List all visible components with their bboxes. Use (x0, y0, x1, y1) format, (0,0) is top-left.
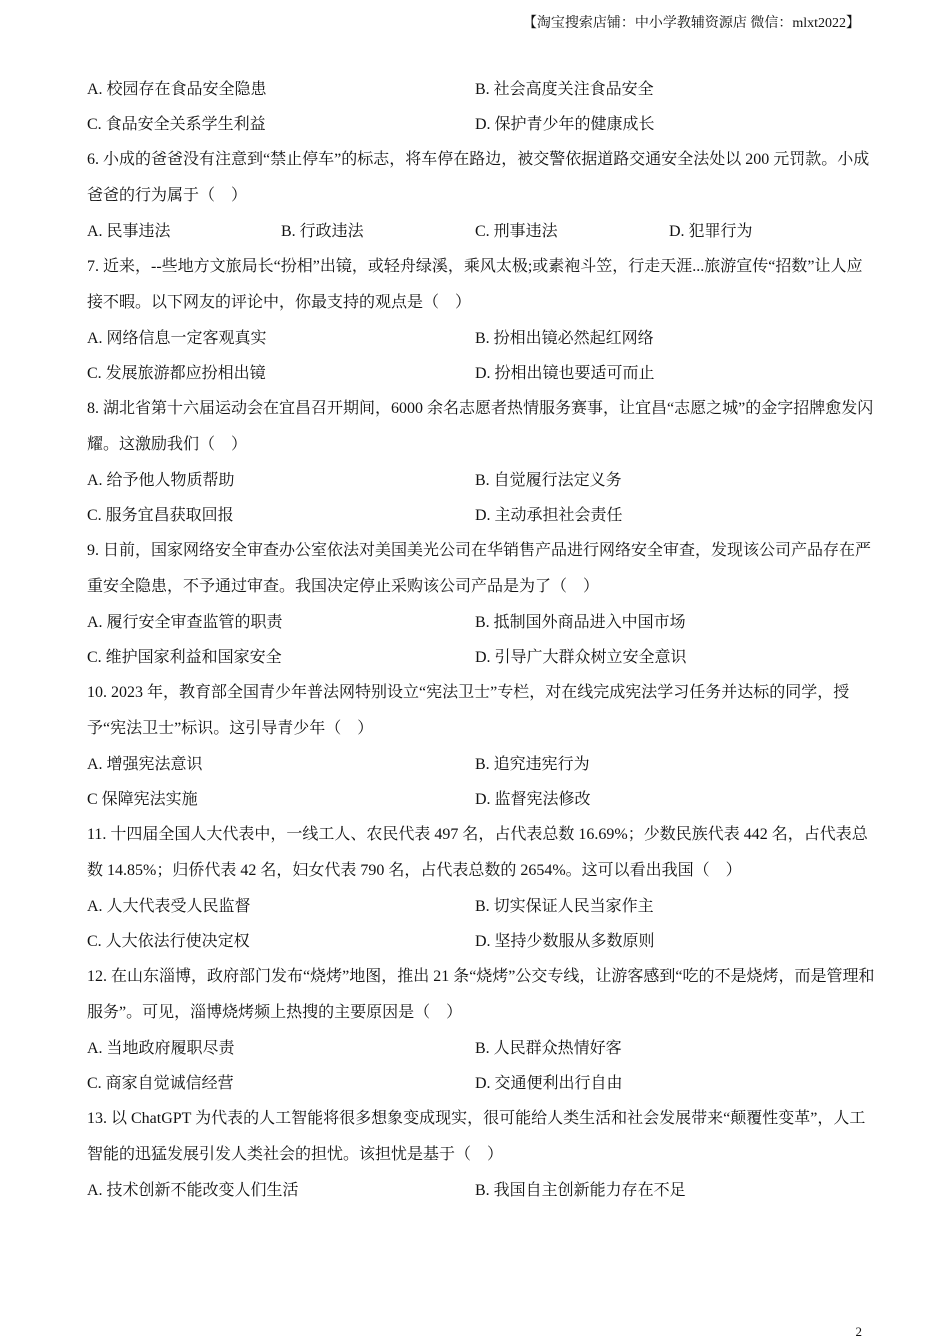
option: C. 商家自觉诚信经营 (87, 1075, 234, 1092)
options-q10 (87, 747, 877, 817)
option: A. 校园存在食品安全隐患 (87, 81, 267, 98)
options-q7 (87, 321, 877, 391)
document-body (87, 72, 877, 1208)
option: A. 给予他人物质帮助 (87, 472, 235, 489)
option: C. 刑事违法 (475, 223, 558, 240)
page-number: 2 (855, 1324, 862, 1339)
question-8: 8. 湖北省第十六届运动会在宜昌召开期间，6000 余名志愿者热情服务赛事，让宜昌“志愿之城”的金字招牌愈发闪耀。这激励我们（ ） (87, 400, 874, 453)
option: B. 行政违法 (281, 223, 364, 240)
question-13: 13. 以 ChatGPT 为代表的人工智能将很多想象变成现实，很可能给人类生活和社会发展带来“颠覆性变革”，人工智能的迅猛发展引发人类社会的担忧。该担忧是基于（ ） (87, 1110, 866, 1163)
question-9: 9. 日前，国家网络安全审查办公室依法对美国美光公司在华销售产品进行网络安全审查，发现该公司产品存在严重安全隐患，不予通过审查。我国决定停止采购该公司产品是为了（ ） (87, 542, 872, 595)
options-q12 (87, 1031, 877, 1101)
option: B. 追究违宪行为 (475, 756, 590, 773)
page-header: 【淘宝搜索店铺：中小学教辅资源店 微信：mlxt2022】 (522, 16, 860, 31)
question-6: 6. 小成的爸爸没有注意到“禁止停车”的标志，将车停在路边，被交警依据道路交通安全法处以 200 元罚款。小成爸爸的行为属于（ ） (87, 151, 870, 204)
option: A. 履行安全审查监管的职责 (87, 614, 283, 631)
option: A. 网络信息一定客观真实 (87, 330, 267, 347)
option: B. 切实保证人民当家作主 (475, 898, 654, 915)
question-11: 11. 十四届全国人大代表中，一线工人、农民代表 497 名，占代表总数 16.69%；少数民族代表 442 名，占代表总数 14.85%；归侨代表 42 名，妇女代表 790 名，占代表总数的 2654%。这可以看出我国（ ） (87, 826, 868, 879)
options-q8 (87, 463, 877, 533)
option: D. 引导广大群众树立安全意识 (475, 649, 687, 666)
option: D. 保护青少年的健康成长 (475, 116, 655, 133)
option: B. 我国自主创新能力存在不足 (475, 1182, 686, 1199)
option: C. 服务宜昌获取回报 (87, 507, 234, 524)
option: A. 当地政府履职尽责 (87, 1040, 235, 1057)
option: D. 主动承担社会责任 (475, 507, 623, 524)
option: B. 抵制国外商品进入中国市场 (475, 614, 686, 631)
option: C. 人大依法行使决定权 (87, 933, 250, 950)
option: C 保障宪法实施 (87, 791, 198, 808)
option: B. 自觉履行法定义务 (475, 472, 622, 489)
option: A. 增强宪法意识 (87, 756, 203, 773)
option: D. 犯罪行为 (669, 223, 753, 240)
option: C. 发展旅游都应扮相出镜 (87, 365, 266, 382)
option: A. 民事违法 (87, 223, 171, 240)
option: D. 监督宪法修改 (475, 791, 591, 808)
options-q9 (87, 605, 877, 675)
question-7: 7. 近来，--些地方文旅局长“扮相”出镜，或轻舟绿溪，乘风太极;或素袍斗笠，行走天涯...旅游宣传“招数”让人应接不暇。以下网友的评论中，你最支持的观点是（ ） (87, 258, 863, 311)
option: D. 坚持少数服从多数原则 (475, 933, 655, 950)
option: B. 扮相出镜必然起红网络 (475, 330, 654, 347)
option: C. 维护国家利益和国家安全 (87, 649, 282, 666)
options-q13 (87, 1173, 877, 1208)
option: A. 人大代表受人民监督 (87, 898, 251, 915)
option: A. 技术创新不能改变人们生活 (87, 1182, 299, 1199)
options-q5 (87, 72, 877, 142)
question-12: 12. 在山东淄博，政府部门发布“烧烤”地图，推出 21 条“烧烤”公交专线，让游客感到“吃的不是烧烤，而是管理和服务”。可见，淄博烧烤频上热搜的主要原因是（ ） (87, 968, 875, 1021)
option: D. 扮相出镜也要适可而止 (475, 365, 655, 382)
options-q6 (87, 214, 877, 249)
option: B. 人民群众热情好客 (475, 1040, 622, 1057)
question-10: 10. 2023 年，教育部全国青少年普法网特别设立“宪法卫士”专栏，对在线完成宪法学习任务并达标的同学，授予“宪法卫士”标识。这引导青少年（ ） (87, 684, 850, 737)
option: C. 食品安全关系学生利益 (87, 116, 266, 133)
option: D. 交通便利出行自由 (475, 1075, 623, 1092)
options-q11 (87, 889, 877, 959)
option: B. 社会高度关注食品安全 (475, 81, 654, 98)
